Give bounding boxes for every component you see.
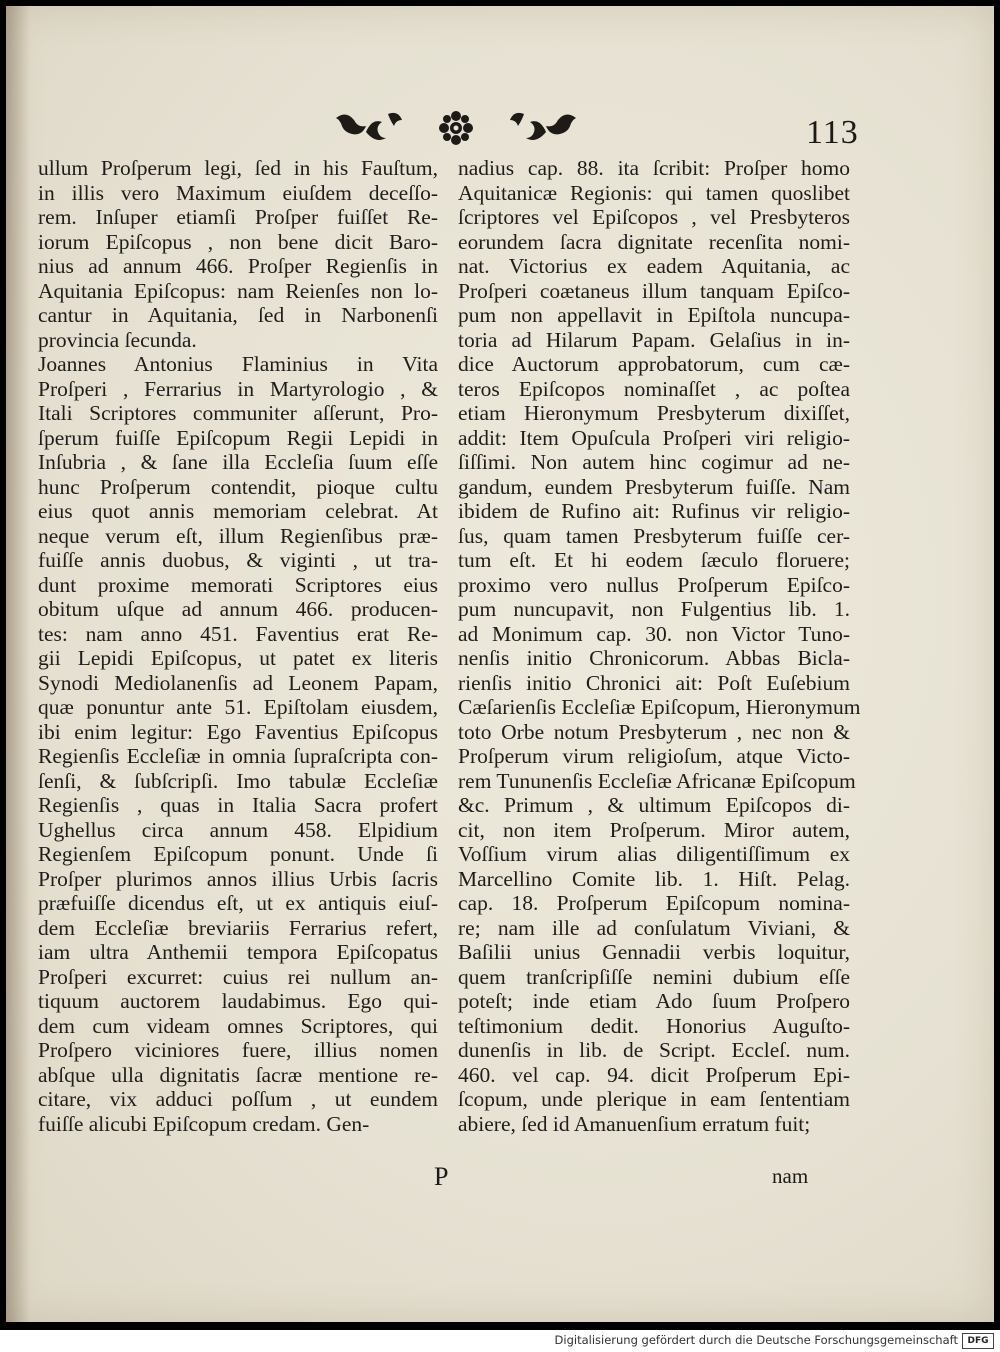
right-column-line: quem tranſcripſiſſe nemini dubium eſſe xyxy=(458,964,850,989)
right-column-line: abiere, ſed id Amanuenſium erratum fuit; xyxy=(458,1111,811,1136)
left-column-line: gii Lepidi Epiſcopus, ut patet ex literis xyxy=(38,646,438,670)
right-column-line: Proſperi coætaneus illum tanquam Epiſco- xyxy=(458,278,850,303)
page-number: 113 xyxy=(806,114,859,151)
left-column-line: Inſubria , & ſane illa Eccleſia ſuum eſſe xyxy=(38,450,438,474)
right-column-line: ſus, quam tamen Presbyterum fuiſſe cer- xyxy=(458,523,850,548)
right-column-line: teſtimonium dedit. Honorius Auguſto- xyxy=(458,1013,850,1038)
page-gutter-shadow xyxy=(6,6,30,1322)
right-column-line: proximo vero nullus Proſperum Epiſco- xyxy=(458,572,850,597)
left-column-line: hunc Proſperum contendit, pioque cultu xyxy=(38,474,438,499)
right-column-line: eorundem ſacra dignitate recenſita nomi- xyxy=(458,229,850,254)
right-column-line: Baſilii unius Gennadii verbis loquitur, xyxy=(458,940,850,964)
right-column-line: ſcriptores vel Epiſcopos , vel Presbyteros xyxy=(458,205,850,229)
left-column-line: tiquum auctorem laudabimus. Ego qui- xyxy=(38,989,438,1013)
left-column-line: ullum Proſperum legi, ſed in his Fauſtum, xyxy=(38,156,438,180)
right-column-line: dunenſis in lib. de Script. Eccleſ. num. xyxy=(458,1038,850,1062)
right-column-line: Cæſarienſis Eccleſiæ Epiſcopum, Hieronymum xyxy=(458,695,861,719)
left-column-line: eius quot annis memoriam celebrat. At xyxy=(38,499,438,523)
right-column-line: pum non appellavit in Epiſtola nuncupa- xyxy=(458,303,850,327)
left-column-line: tes: nam anno 451. Faventius erat Re- xyxy=(38,621,438,646)
left-column-line: Proſperi , Ferrarius in Martyrologio , & xyxy=(38,376,438,401)
left-column-line: Itali Scriptores communiter aſſerunt, Pro- xyxy=(38,401,438,425)
right-column-line: ſcopum, unde plerique in eam ſententiam xyxy=(458,1087,850,1111)
left-column-line: Regienſis Eccleſiæ in omnia ſupraſcripta con- xyxy=(38,744,438,768)
right-column-line: dice Auctorum approbatorum, cum cæ- xyxy=(458,352,850,376)
left-column-line: Regienſem Epiſcopum ponunt. Unde ſi xyxy=(38,842,438,866)
right-column-line: ibidem de Rufino ait: Rufinus vir religio- xyxy=(458,499,850,523)
digitization-footer xyxy=(0,1330,1000,1352)
right-text-column xyxy=(458,156,861,1136)
catchword: nam xyxy=(772,1164,809,1188)
left-column-line: Aquitania Epiſcopus: nam Reienſes non lo- xyxy=(38,278,438,303)
right-column-line: ſiſſimi. Non autem hinc cogimur ad ne- xyxy=(458,450,850,474)
signature-mark: P xyxy=(434,1162,449,1191)
right-column-line: etiam Hieronymum Presbyterum dixiſſet, xyxy=(458,401,850,425)
right-column-line: rienſis initio Chronici ait: Poſt Euſebium xyxy=(458,670,850,695)
left-column-line: quæ ponuntur ante 51. Epiſtolam eiusdem, xyxy=(38,695,438,719)
right-column-line: poteſt; inde etiam Ado ſuum Proſpero xyxy=(458,989,850,1013)
left-text-column xyxy=(38,156,438,1136)
left-column-line: provincia ſecunda. xyxy=(38,327,197,352)
left-column-line: Proſper plurimos annos illius Urbis ſacris xyxy=(38,866,438,891)
right-column-line: 460. vel cap. 94. dicit Proſperum Epi- xyxy=(458,1062,850,1087)
right-column-line: toto Orbe notum Presbyterum , nec non & xyxy=(458,719,850,744)
left-column-line: Joannes Antonius Flaminius in Vita xyxy=(38,352,438,376)
right-column-line: gandum, eundem Presbyterum fuiſſe. Nam xyxy=(458,474,850,499)
left-column-line: præfuiſſe dicendus eſt, ut ex antiquis eiuſ- xyxy=(38,891,438,915)
right-column-line: Proſperum virum religioſum, atque Victo- xyxy=(458,744,850,768)
footer-credit-text: Digitalisierung gefördert durch die Deutsche Forschungsgemeinschaft xyxy=(554,1333,958,1347)
book-page xyxy=(6,6,994,1322)
left-column-line: ibi enim legitur: Ego Faventius Epiſcopus xyxy=(38,719,438,744)
left-column-line: fuiſſe alicubi Epiſcopum credam. Gen- xyxy=(38,1111,370,1136)
right-column-line: Aquitanicæ Regionis: qui tamen quoslibet xyxy=(458,180,850,205)
right-column-line: Voſſium virum alias diligentiſſimum ex xyxy=(458,842,850,866)
left-column-line: dem Eccleſiæ breviariis Ferrarius refert, xyxy=(38,915,438,940)
left-column-line: ſenſi, & ſubſcripſi. Imo tabulæ Eccleſiæ xyxy=(38,768,438,793)
left-column-line: Synodi Mediolanenſis ad Leonem Papam, xyxy=(38,670,438,695)
right-column-line: nenſis initio Chronicorum. Abbas Bicla- xyxy=(458,646,850,670)
right-column-line: cap. 18. Proſperum Epiſcopum nomina- xyxy=(458,891,850,915)
right-column-line: nat. Victorius ex eadem Aquitania, ac xyxy=(458,254,850,278)
left-column-line: dem cum videam omnes Scriptores, qui xyxy=(38,1013,438,1038)
left-column-line: dunt proxime memorati Scriptores eius xyxy=(38,572,438,597)
right-column-line: tum eſt. Et hi eodem ſæculo floruere; xyxy=(458,548,850,572)
right-column-line: &c. Primum , & ultimum Epiſcopos di- xyxy=(458,793,850,817)
left-column-line: rem. Inſuper etiamſi Proſper fuiſſet Re- xyxy=(38,205,438,229)
right-column-line: re; nam ille ad conſulatum Viviani, & xyxy=(458,915,850,940)
left-column-line: citare, vix adduci poſſum , ut eundem xyxy=(38,1087,438,1111)
left-column-line: nius ad annum 466. Proſper Regienſis in xyxy=(38,254,438,278)
right-column-line: teros Epiſcopos nominaſſet , ac poſtea xyxy=(458,376,850,401)
left-column-line: fuiſſe annis duobus, & viginti , ut tra- xyxy=(38,548,438,572)
left-column-line: obitum uſque ad annum 466. producen- xyxy=(38,597,438,621)
right-column-line: cit, non item Proſperum. Miror autem, xyxy=(458,817,850,842)
left-column-line: neque verum eſt, illum Regienſibus præ- xyxy=(38,523,438,548)
left-column-line: ſperum fuiſſe Epiſcopum Regii Lepidi in xyxy=(38,425,438,450)
dfg-logo: DFG xyxy=(962,1333,994,1349)
right-column-line: Marcellino Comite lib. 1. Hiſt. Pelag. xyxy=(458,866,850,891)
right-column-line: addit: Item Opuſcula Proſperi viri religio- xyxy=(458,425,850,450)
left-column-line: iorum Epiſcopus , non bene dicit Baro- xyxy=(38,229,438,254)
left-column-line: Proſpero viciniores fuere, illius nomen xyxy=(38,1038,438,1062)
right-column-line: pum nuncupavit, non Fulgentius lib. 1. xyxy=(458,597,850,621)
right-column-line: rem Tununenſis Eccleſiæ Africanæ Epiſcopum xyxy=(458,768,856,793)
left-column-line: Ughellus circa annum 458. Elpidium xyxy=(38,817,438,842)
left-column-line: cantur in Aquitania, ſed in Narbonenſi xyxy=(38,303,438,327)
right-column-line: toria ad Hilarum Papam. Gelaſius in in- xyxy=(458,327,850,352)
left-column-line: Proſperi excurret: cuius rei nullum an- xyxy=(38,964,438,989)
left-column-line: iam ultra Anthemii tempora Epiſcopatus xyxy=(38,940,438,964)
left-column-line: Regienſis , quas in Italia Sacra profert xyxy=(38,793,438,817)
left-column-line: abſque ulla dignitatis ſacræ mentione re- xyxy=(38,1062,438,1087)
printers-ornament xyxy=(326,104,586,150)
left-column-line: in illis vero Maximum eiuſdem deceſſo- xyxy=(38,180,438,205)
right-column-line: ad Monimum cap. 30. non Victor Tuno- xyxy=(458,621,850,646)
right-column-line: nadius cap. 88. ita ſcribit: Proſper homo xyxy=(458,156,850,180)
